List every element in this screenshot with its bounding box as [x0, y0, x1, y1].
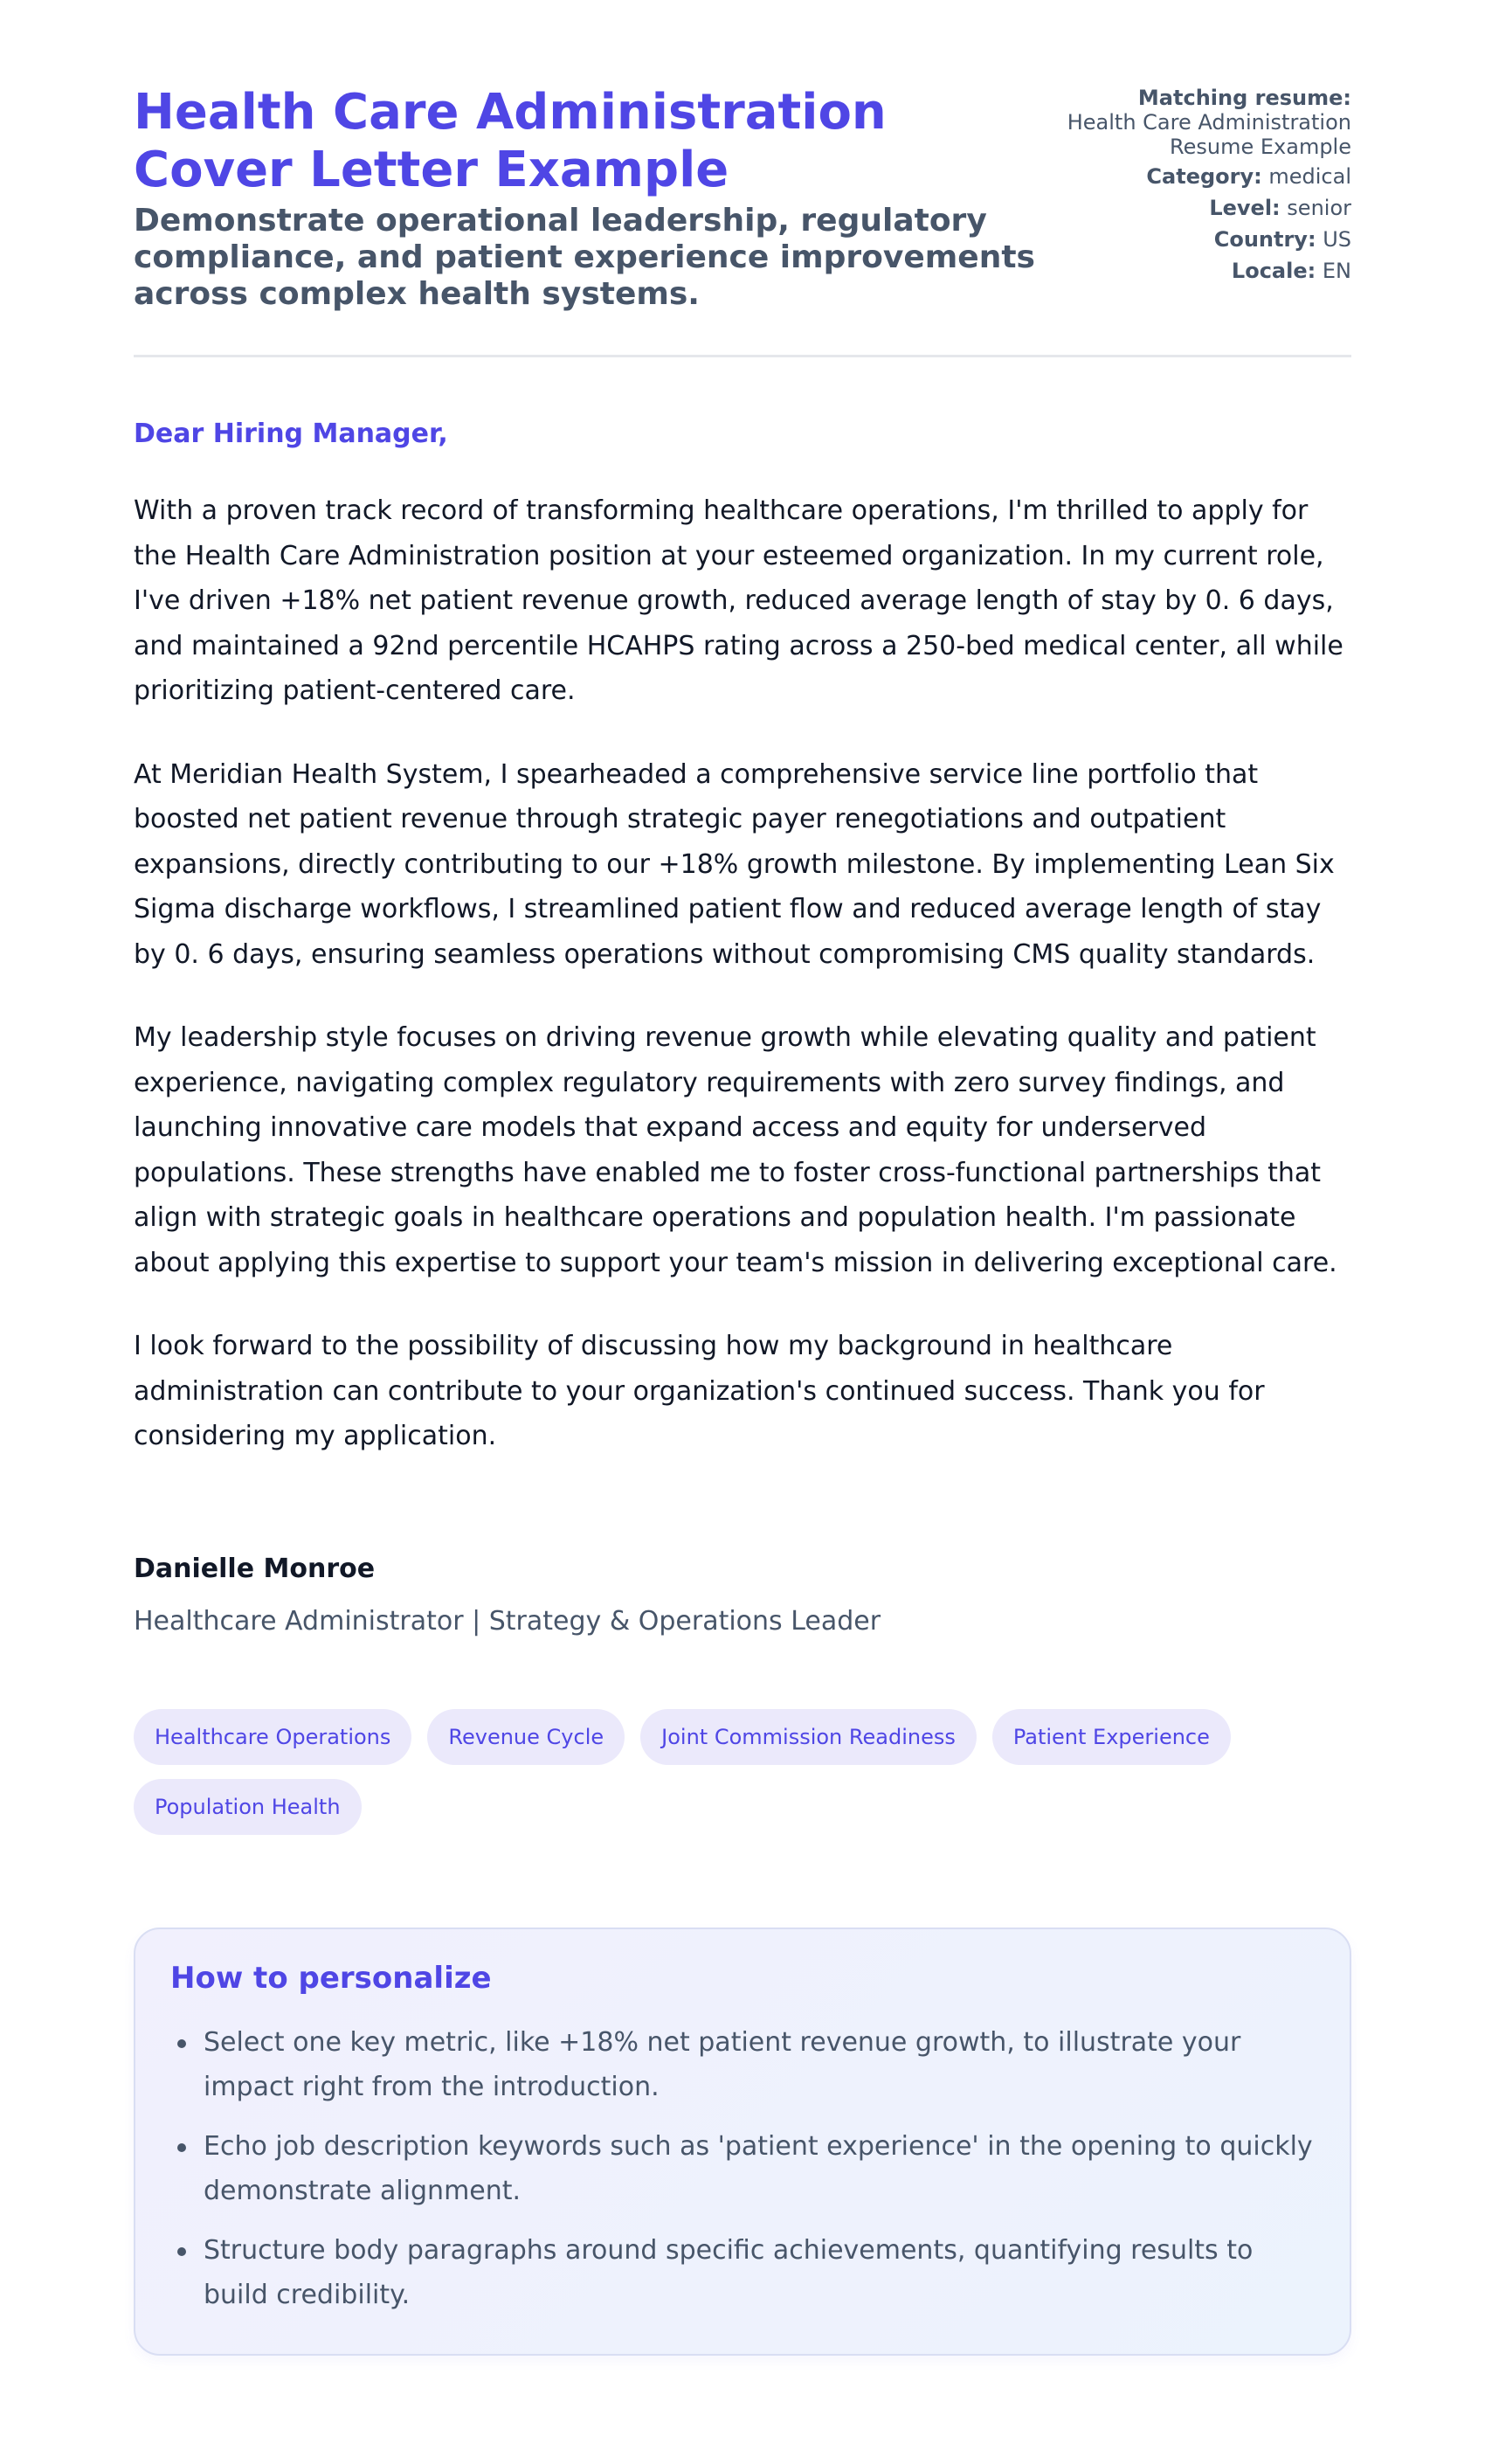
page-title — [134, 84, 1060, 199]
meta-category-value: medical — [1268, 164, 1351, 189]
meta-level — [1063, 196, 1351, 220]
meta-matching-resume-link[interactable]: Health Care Administration Resume Example — [1067, 110, 1351, 159]
skill-tag[interactable]: Population Health — [134, 1779, 362, 1835]
bullet-icon — [177, 2143, 186, 2152]
page-subtitle: Demonstrate operational leadership, regulatory compliance, and patient experience improvements across complex health systems. — [134, 203, 1035, 312]
skill-tags — [134, 1709, 1357, 1835]
skill-tag[interactable]: Healthcare Operations — [134, 1709, 411, 1765]
tip-item — [170, 2124, 1315, 2213]
meta-locale-label: Locale: — [1231, 259, 1316, 283]
skill-tag[interactable]: Joint Commission Readiness — [640, 1709, 977, 1765]
tips-title: How to personalize — [170, 1960, 492, 1996]
bullet-icon — [177, 2247, 186, 2256]
tip-text: Echo job description keywords such as 'patient experience' in the opening to quickly demonstrate alignment. — [204, 2130, 1313, 2206]
letter-paragraph: With a proven track record of transforming healthcare operations, I'm thrilled to apply for the Health Care Administration position at your esteemed organization. In my current role, I've driven +18% net patient revenue growth, reduced average length of stay by 0. 6 days, and maintained a 92nd percentile HCAHPS rating across a 250-bed medical center, all while prioritizing patient-centered care. — [134, 495, 1343, 706]
skill-tag[interactable]: Revenue Cycle — [427, 1709, 625, 1765]
meta-country — [1063, 227, 1351, 252]
personalize-tips-card — [134, 1928, 1351, 2356]
letter-body — [134, 419, 1351, 1637]
letter-paragraph: I look forward to the possibility of discussing how my background in healthcare administration can contribute to your organization's continued success. Thank you for considering my application. — [134, 1331, 1265, 1451]
meta-country-label: Country: — [1213, 227, 1316, 252]
tip-text: Structure body paragraphs around specific achievements, quantifying results to build credibility. — [204, 2234, 1254, 2310]
tip-text: Select one key metric, like +18% net patient revenue growth, to illustrate your impact right from the introduction. — [204, 2026, 1241, 2102]
meta-panel — [1063, 84, 1351, 290]
skill-tag[interactable]: Patient Experience — [992, 1709, 1231, 1765]
meta-locale — [1063, 259, 1351, 283]
letter-greeting: Dear Hiring Manager, — [134, 419, 448, 449]
letter-paragraph: At Meridian Health System, I spearheaded a comprehensive service line portfolio that boosted net patient revenue through strategic payer renegotiations and outpatient expansions, directly contributing to our +18% growth milestone. By implementing Lean Six Sigma discharge workflows, I streamlined patient flow and reduced average length of stay by 0. 6 days, ensuring seamless operations without compromising CMS quality standards. — [134, 758, 1335, 970]
meta-matching-resume-label: Matching resume: — [1137, 86, 1351, 110]
letter-signature — [134, 1554, 1351, 1637]
meta-locale-value: EN — [1322, 259, 1351, 283]
meta-country-value: US — [1323, 227, 1351, 252]
page-title-line-2: Cover Letter Example — [134, 142, 729, 198]
bullet-icon — [177, 2039, 186, 2048]
signature-role: Healthcare Administrator | Strategy & Operations Leader — [134, 1605, 881, 1637]
meta-category-label: Category: — [1146, 164, 1262, 189]
page-title-line-1: Health Care Administration — [134, 84, 887, 141]
meta-level-label: Level: — [1209, 196, 1281, 220]
page-header — [134, 84, 1351, 357]
tip-item — [170, 2228, 1315, 2317]
signature-name: Danielle Monroe — [134, 1553, 376, 1584]
meta-level-value: senior — [1287, 196, 1351, 220]
header-title-block — [134, 84, 1060, 313]
meta-matching-resume — [1063, 86, 1351, 159]
tip-item — [170, 2020, 1315, 2109]
meta-category — [1063, 164, 1351, 189]
tips-list — [170, 2020, 1315, 2317]
letter-paragraph: My leadership style focuses on driving revenue growth while elevating quality and patient experience, navigating complex regulatory requirements with zero survey findings, and launching innovative care models that expand access and equity for underserved populations. These strengths have enabled me to foster cross-functional partnerships that align with strategic goals in healthcare operations and population health. I'm passionate about applying this expertise to support your team's mission in delivering exceptional care. — [134, 1022, 1337, 1278]
